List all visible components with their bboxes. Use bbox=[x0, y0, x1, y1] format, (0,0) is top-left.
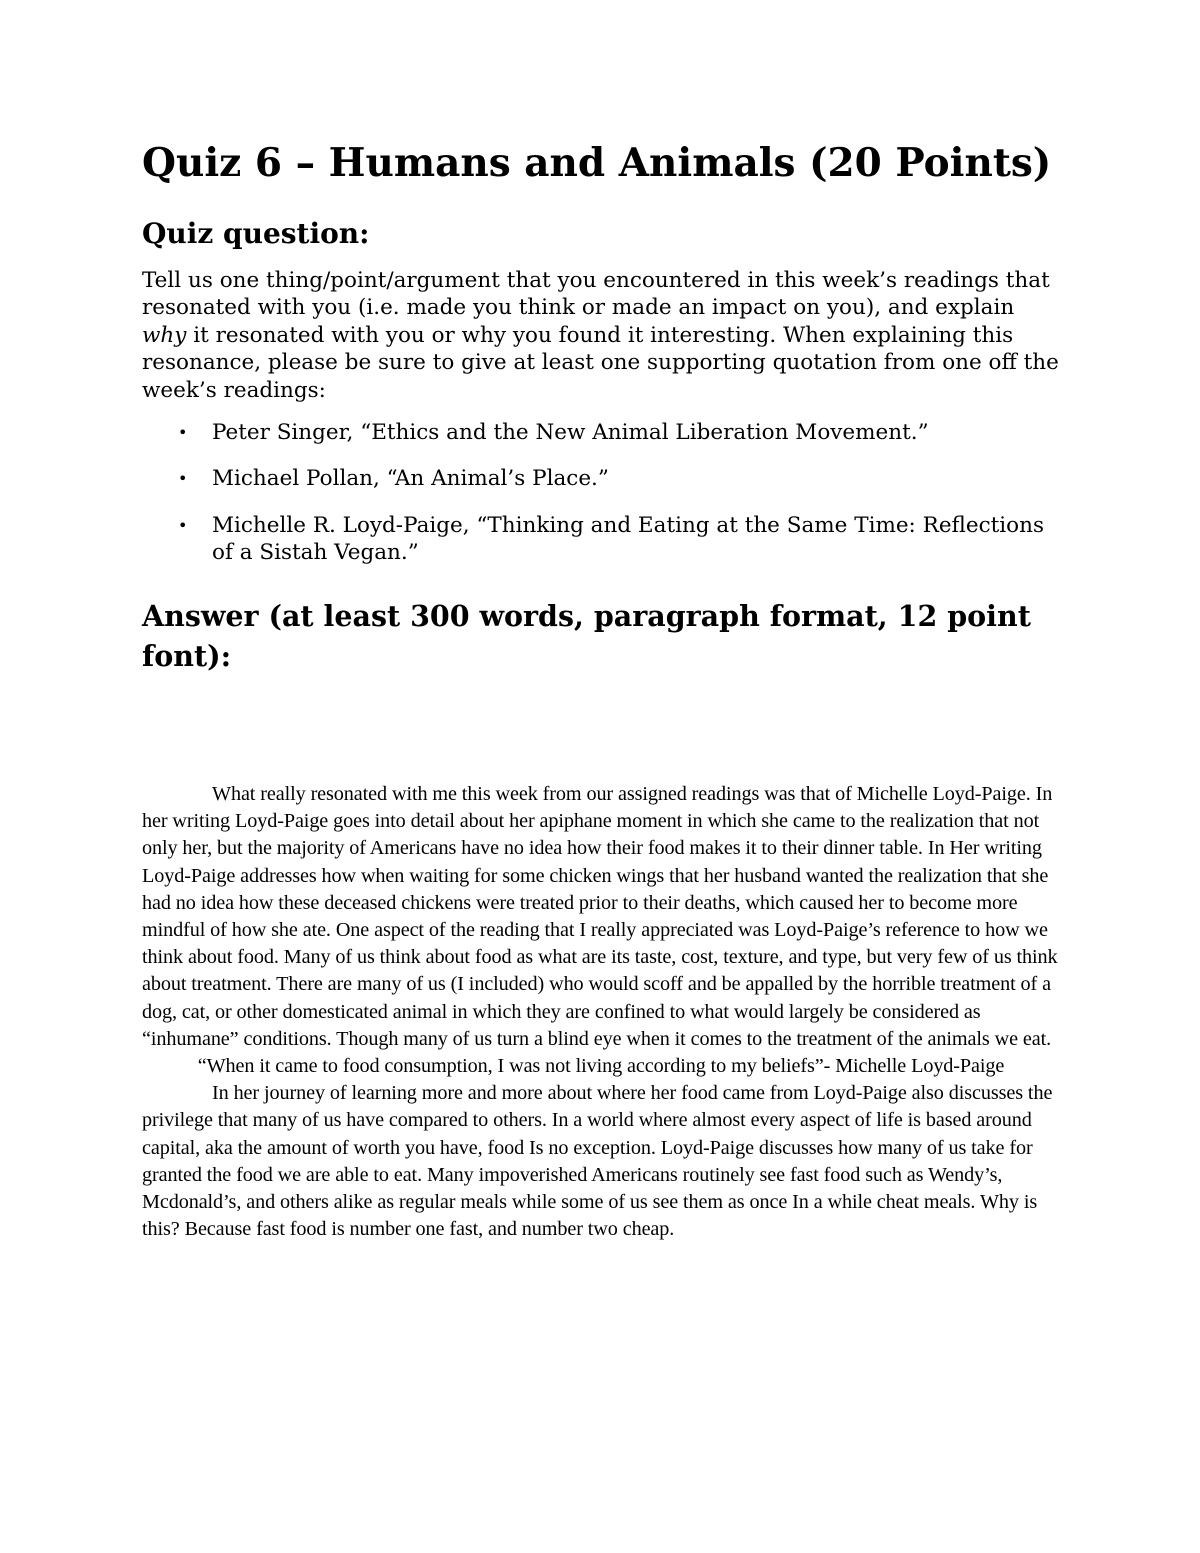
prompt-text-part1: Tell us one thing/point/argument that you encountered in this week’s readings that resonated with you (i.e. made you think or made an impact on you), and explain bbox=[142, 268, 1050, 321]
document-title: Quiz 6 – Humans and Animals (20 Points) bbox=[142, 140, 1052, 186]
quiz-prompt bbox=[142, 267, 1060, 404]
prompt-emphasis: why bbox=[142, 322, 187, 348]
essay-body bbox=[142, 781, 1060, 1243]
essay-quotation: “When it came to food consumption, I was not living according to my beliefs”- Michelle Loyd-Paige bbox=[197, 1055, 1005, 1078]
answer-heading: Answer (at least 300 words, paragraph format, 12 point font): bbox=[142, 599, 1031, 673]
reading-item-singer bbox=[142, 419, 1060, 446]
reading-item-loyd-paige bbox=[142, 512, 1060, 567]
reading-item-pollan bbox=[142, 465, 1060, 492]
essay-paragraph-2: In her journey of learning more and more about where her food came from Loyd-Paige also discusses the privilege that many of us have compared to others. In a world where almost every aspect of life is based around capital, aka the amount of worth you have, food Is no exception. Loyd-Paige discusses how many of us take for granted the food we are able to eat. Many impoverished Americans routinely see fast food such as Wendy’s, Mcdonald’s, and others alike as regular meals while some of us see them as once In a while cheat meals. Why is this? Because fast food is number one fast, and number two cheap. bbox=[142, 1082, 1053, 1241]
bullet-icon: • bbox=[178, 469, 188, 489]
bullet-icon: • bbox=[178, 515, 188, 535]
readings-list bbox=[142, 419, 1060, 586]
quiz-question-heading: Quiz question: bbox=[142, 217, 370, 250]
essay-paragraph-1: What really resonated with me this week from our assigned readings was that of Michelle Loyd-Paige. In her writing Loyd-Paige goes into detail about her apiphane moment in which she came to the realization that not only her, but the majority of Americans have no idea how their food makes it to their dinner table. In Her writing Loyd-Paige addresses how when waiting for some chicken wings that her husband wanted the realization that she had no idea how these deceased chickens were treated prior to their deaths, which caused her to become more mindful of how she ate. One aspect of the reading that I really appreciated was Loyd-Paige’s reference to how we think about food. Many of us think about food as what are its taste, cost, texture, and type, but very few of us think about treatment. There are many of us (I included) who would scoff and be appalled by the horrible treatment of a dog, cat, or other domesticated animal in which they are confined to what would largely be considered as “inhumane” conditions. Though many of us turn a blind eye when it comes to the treatment of the animals we eat. bbox=[142, 783, 1058, 1050]
reading-citation: Michael Pollan, “An Animal’s Place.” bbox=[212, 466, 609, 492]
prompt-text-part2: it resonated with you or why you found it interesting. When explaining this resonance, please be sure to give at least one supporting quotation from one off the week’s readings: bbox=[142, 322, 1059, 403]
reading-citation: Peter Singer, “Ethics and the New Animal Liberation Movement.” bbox=[212, 420, 929, 445]
reading-citation: Michelle R. Loyd-Paige, “Thinking and Eating at the Same Time: Reflections of a Sistah Vegan.” bbox=[212, 512, 1044, 566]
bullet-icon: • bbox=[178, 423, 188, 442]
